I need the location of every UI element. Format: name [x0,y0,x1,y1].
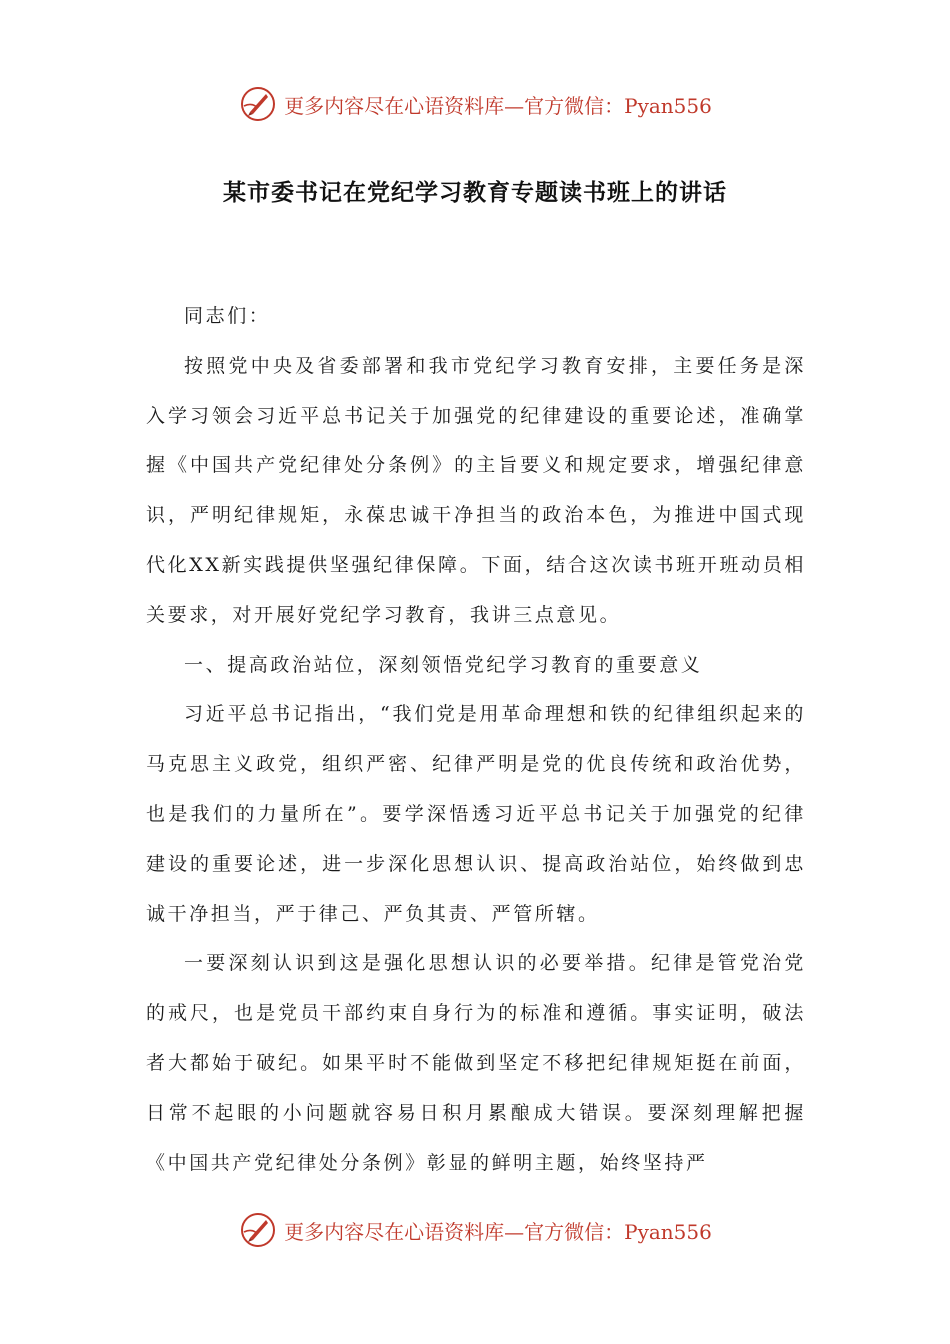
salutation: 同志们： [184,305,271,327]
section-heading: 一、提高政治站位，深刻领悟党纪学习教育的重要意义 [184,653,703,676]
document-body [146,292,806,1188]
paragraph: 按照党中央及省委部署和我市党纪学习教育安排，主要任务是深入学习领会习近平总书记关于加强党的纪律建设的重要论述，准确掌握《中国共产党纪律处分条例》的主旨要义和规定要求，增强纪律意识，严明纪律规矩，永葆忠诚干净担当的政治本色，为推进中国式现代化XX新实践提供坚强纪律保障。下面，结合这次读书班开班动员相关要求，对开展好党纪学习教育，我讲三点意见。 [146,354,806,626]
page-title: 某市委书记在党纪学习教育专题读书班上的讲话 [223,180,727,206]
paragraph: 习近平总书记指出，“我们党是用革命理想和铁的纪律组织起来的马克思主义政党，组织严密、纪律严明是党的优良传统和政治优势，也是我们的力量所在”。要学深悟透习近平总书记关于加强党的纪律建设的重要论述，进一步深化思想认识、提高政治站位，始终做到忠诚干净担当，严于律己、严负其责、严管所辖。 [146,703,806,925]
banner-slogan: 更多内容尽在心语资料库—官方微信：Pyan556 [284,93,712,118]
quill-pen-seal-icon [238,1210,278,1250]
banner-slogan: 更多内容尽在心语资料库—官方微信：Pyan556 [284,1219,712,1244]
quill-pen-seal-icon [238,84,278,124]
header-banner [0,82,950,126]
paragraph: 一要深刻认识到这是强化思想认识的必要举措。纪律是管党治党的戒尺，也是党员干部约束自身行为的标准和遵循。事实证明，破法者大都始于破纪。如果平时不能做到坚定不移把纪律规矩挺在前面，日常不起眼的小问题就容易日积月累酿成大错误。要深刻理解把握《中国共产党纪律处分条例》彰显的鲜明主题，始终坚持严 [146,952,806,1174]
footer-banner [0,1208,950,1252]
